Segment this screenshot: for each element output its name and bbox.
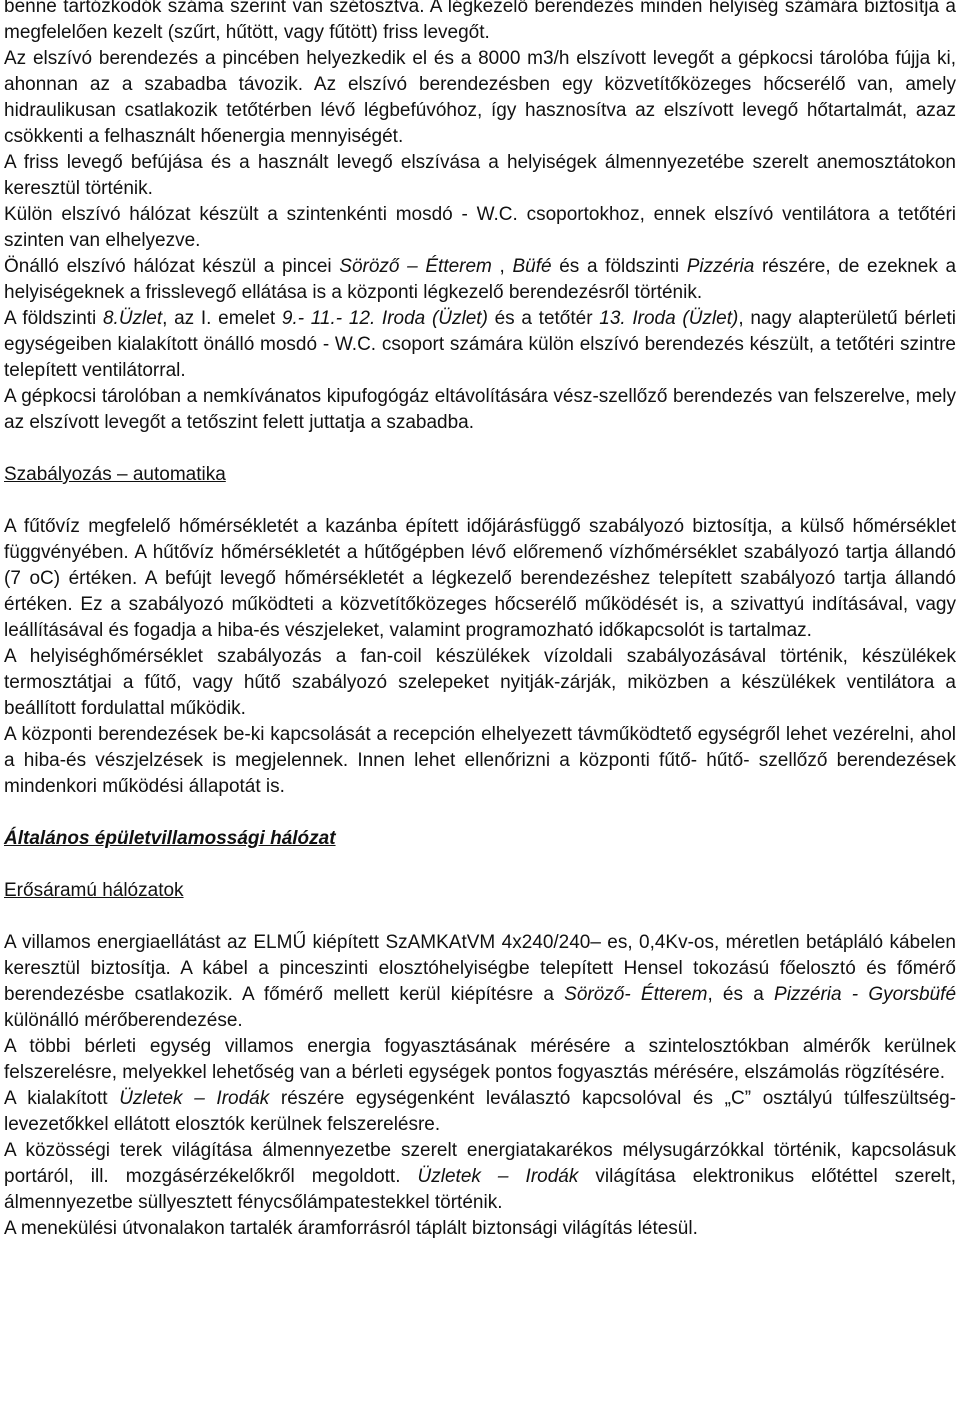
paragraph-elszivo: Az elszívó berendezés a pincében helyezkedik el és a 8000 m3/h elszívott levegőt a gépkocsi tárolóba fújja ki, ahonnan az a szabadba távozik. Az elszívó berendezésben egy közvetítőközeges hőcserélő van, amely hidraulikusan csatlakozik tetőtérben lévő légbefúvóhoz, így hasznosítva az elszívott levegő hőtartalmát, azaz csökkenti a felhasznált hőenergia mennyiségét. [4, 48, 956, 147]
text-run: , nagy alapterületű bérleti egységeiben kialakított önálló mosdó - W.C. csoport számára külön elszívó berendezés készült, a tetőtéri szintre telepített ventilátorral. [4, 308, 956, 381]
heading-erosaramu: Erősáramú hálózatok [4, 880, 184, 901]
paragraph-foldszinti [4, 306, 956, 384]
paragraph-kozponti: A központi berendezések be-ki kapcsolását a recepción elhelyezett távműködtető egységről lehet vezérelni, ahol a hiba-és vészjelzések is megjelennek. Innen lehet ellenőrizni a központi fűtő- hűtő- szellőző berendezések mindenkori működési állapotát is. [4, 724, 956, 797]
text-run: , [491, 256, 513, 277]
text-run: világítása elektronikus előtéttel szerelt, álmennyezetbe süllyesztett fénycsőlámpatestekkel történik. [4, 1166, 956, 1213]
paragraph-kulon-elszivo: Külön elszívó hálózat készült a szintenkénti mosdó - W.C. csoportokhoz, ennek elszívó ventilátora a tetőtéri szinten van elhelyezve. [4, 204, 956, 251]
text-run-italic: Üzletek – Irodák [119, 1088, 270, 1109]
heading-villamos: Általános épületvillamossági hálózat [4, 828, 336, 849]
text-run: és a földszinti [551, 256, 687, 277]
text-run-italic: Büfé [512, 256, 552, 277]
text-run-italic: 9.- 11.- 12. Iroda (Üzlet) [281, 308, 488, 329]
text-run: A kialakított [4, 1088, 120, 1109]
text-run-italic: Üzletek – Irodák [417, 1166, 579, 1187]
text-run: , az I. emelet [162, 308, 282, 329]
paragraph-almerok: A többi bérleti egység villamos energia fogyasztásának mérésére a szintelosztókban almérők kerülnek felszerelésre, melyekkel lehetőség van a bérleti egységek pontos fogyasztás mérésére, elszámolás rögzítésére. [4, 1036, 956, 1083]
paragraph-futoviz: A fűtővíz megfelelő hőmérsékletét a kazánba épített időjárásfüggő szabályozó biztosítja, a külső hőmérséklet függvényében. A hűtővíz hőmérsékletét a hűtőgépben lévő előremenő vízhőmérséklet szabályozó tartja állandó (7 oC) értéken. A befújt levegő hőmérsékletét a légkezelő berendezéshez telepített szabályozó tartja állandó értéken. Ez a szabályozó működteti a közvetítőközeges hőcserélő működését is, a szivattyú indításával, vagy leállításával és fogadja a hiba-és vészjeleket, valamint programozható időkapcsolót is tartalmaz. [4, 516, 956, 641]
paragraph-helyisegho: A helyiséghőmérséklet szabályozás a fan-coil készülékek vízoldali szabályozásával történik, készülékek termosztátjai a fűtő, vagy hűtő szabályozó szelepeket nyitják-zárják, miközben a készülékek ventilátora a beállított fordulattal működik. [4, 646, 956, 719]
paragraph-friss-levego: A friss levegő befújása és a használt levegő elszívása a helyiségek álmennyezetébe szerelt anemosztátokon keresztül történik. [4, 152, 956, 199]
heading-szabalyozas: Szabályozás – automatika [4, 464, 226, 485]
paragraph-kialakitott [4, 1086, 956, 1138]
text-run: , és a [707, 984, 775, 1005]
spacer [4, 904, 956, 930]
text-run-italic: 8.Üzlet [102, 308, 163, 329]
text-run: A földszinti [4, 308, 103, 329]
paragraph-onallo [4, 254, 956, 306]
spacer [4, 488, 956, 514]
text-run: részére egységenként leválasztó kapcsolóval és „C” osztályú túlfeszültség-levezetőkkel ellátott elosztók kerülnek felszerelésre. [4, 1088, 956, 1135]
spacer [4, 436, 956, 462]
text-run: és a tetőtér [487, 308, 600, 329]
text-run-italic: Pizzéria - Gyorsbüfé [774, 984, 957, 1005]
text-run-italic: Söröző – Étterem [339, 256, 492, 277]
paragraph-kozossegi-terek [4, 1138, 956, 1216]
paragraph-gepkocsi: A gépkocsi tárolóban a nemkívánatos kipufogógáz eltávolítására vész-szellőző berendezés van felszerelve, mely az elszívott levegőt a tetőszint felett juttatja a szabadba. [4, 386, 956, 433]
text-run-italic: 13. Iroda (Üzlet) [599, 308, 739, 329]
paragraph-villamos-ellatas [4, 930, 956, 1034]
text-run-italic: Pizzéria [686, 256, 755, 277]
text-run: A villamos energiaellátást az ELMŰ kiépített SzAMKAtVM 4x240/240– es, 0,4Kv-os, méretlen betápláló kábelen keresztül biztosítja. A kábel a pinceszinti elosztóhelyiségbe telepített Hensel tokozású főelosztó és főmérő berendezésbe csatlakozik. A főmérő mellett kerül kiépítésre a [4, 932, 956, 1005]
text-run: A közösségi terek világítása álmennyezetbe szerelt energiatakarékos mélysugárzókkal történik, kapcsolásuk portáról, ill. mozgásérzékelőkről megoldott. [4, 1140, 956, 1187]
spacer [4, 852, 956, 878]
spacer [4, 800, 956, 826]
text-run: Önálló elszívó hálózat készül a pincei [4, 256, 340, 277]
paragraph-menekulesi: A menekülési útvonalakon tartalék áramforrásról táplált biztonsági világítás létesül. [4, 1218, 698, 1239]
paragraph-intro: benne tartózkodók száma szerint van szétosztva. A légkezelő berendezés minden helyiség számára biztosítja a megfelelően kezelt (szűrt, hűtött, vagy fűtött) friss levegőt. [4, 0, 956, 43]
text-run-italic: Söröző- Étterem [564, 984, 708, 1005]
text-run: különálló mérőberendezése. [4, 1010, 243, 1031]
text-run: részére, de ezeknek a helyiségeknek a frisslevegő ellátása is a központi légkezelő berendezésről történik. [4, 256, 957, 303]
